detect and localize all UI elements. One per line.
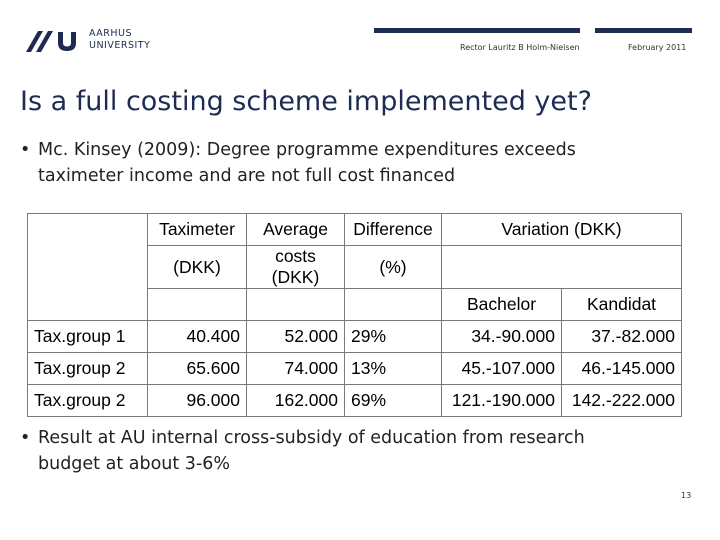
aarhus-university-logo-icon [26, 28, 78, 52]
row-label: Tax.group 2 [28, 385, 148, 417]
cell-kandidat: 37.-82.000 [562, 321, 682, 353]
cell-bachelor: 34.-90.000 [442, 321, 562, 353]
cell-taximeter: 65.600 [148, 353, 247, 385]
presentation-date: February 2011 [628, 43, 687, 52]
header-taximeter: Taximeter [148, 214, 247, 246]
cell-kandidat: 46.-145.000 [562, 353, 682, 385]
table-header-corner [28, 214, 148, 321]
header-empty-1 [148, 289, 247, 321]
cell-average: 162.000 [247, 385, 345, 417]
cell-difference: 69% [345, 385, 442, 417]
cell-taximeter: 96.000 [148, 385, 247, 417]
row-label: Tax.group 1 [28, 321, 148, 353]
cell-average: 74.000 [247, 353, 345, 385]
header-empty-2 [247, 289, 345, 321]
row-label: Tax.group 2 [28, 353, 148, 385]
cell-difference: 13% [345, 353, 442, 385]
bullet-dot-icon: • [20, 428, 31, 448]
header-empty-3 [345, 289, 442, 321]
cell-difference: 29% [345, 321, 442, 353]
university-name-line2: UNIVERSITY [89, 40, 151, 51]
header-difference-unit: (%) [345, 246, 442, 289]
slide-title: Is a full costing scheme implemented yet? [20, 86, 592, 117]
bullet2-line2: budget at about 3-6% [38, 454, 231, 474]
presenter-name: Rector Lauritz B Holm-Nielsen [460, 43, 580, 52]
cell-bachelor: 121.-190.000 [442, 385, 562, 417]
cell-bachelor: 45.-107.000 [442, 353, 562, 385]
bullet-result [20, 425, 585, 477]
table-row [28, 321, 682, 353]
bullet1-line2: taximeter income and are not full cost financed [38, 166, 456, 186]
bullet-dot-icon: • [20, 140, 31, 160]
university-name-line1: AARHUS [89, 28, 132, 39]
header-average: Average [247, 214, 345, 246]
header-variation: Variation (DKK) [442, 214, 682, 246]
table-row [28, 353, 682, 385]
bullet1-line1: Mc. Kinsey (2009): Degree programme expenditures exceeds [38, 140, 576, 160]
cell-kandidat: 142.-222.000 [562, 385, 682, 417]
table-row [28, 385, 682, 417]
cost-comparison-table [27, 213, 682, 417]
header-bachelor: Bachelor [442, 289, 562, 321]
header-difference: Difference [345, 214, 442, 246]
table-header-row-1 [28, 214, 682, 246]
bullet2-line1: Result at AU internal cross-subsidy of education from research [38, 428, 585, 448]
cell-average: 52.000 [247, 321, 345, 353]
bullet-mckinsey [20, 137, 576, 189]
header-average-unit: costs (DKK) [247, 246, 345, 289]
header-variation-spacer [442, 246, 682, 289]
page-number: 13 [681, 491, 692, 500]
header-taximeter-unit: (DKK) [148, 246, 247, 289]
header-kandidat: Kandidat [562, 289, 682, 321]
cell-taximeter: 40.400 [148, 321, 247, 353]
university-name [89, 28, 150, 52]
header-bar-left [374, 28, 580, 33]
header-bar-right [595, 28, 692, 33]
